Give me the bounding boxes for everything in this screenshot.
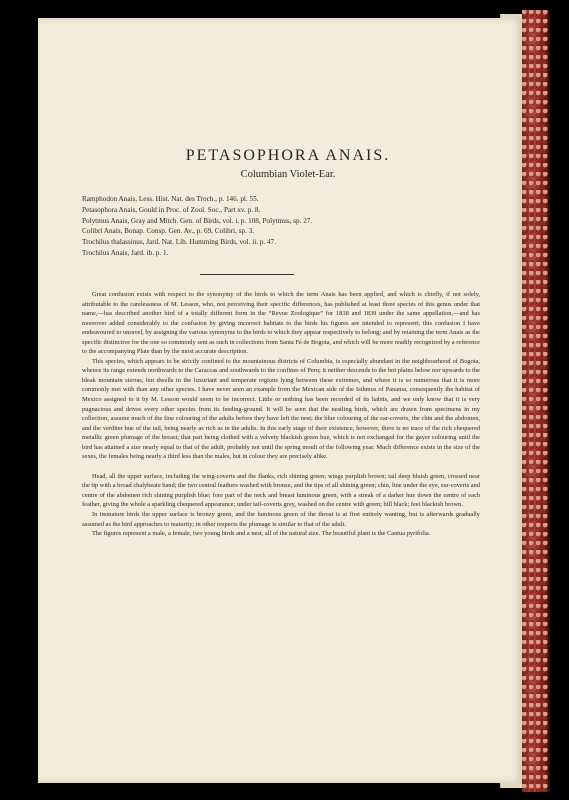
synonym-entry: Trochilus Anais, Jard. ib. p. 1. — [82, 248, 169, 257]
synonym-entry: Petasophora Anais, Gould in Proc. of Zool. Soc., Part xv. p. 8. — [82, 205, 261, 214]
paragraph-description: Head, all the upper surface, including the wing-coverts and the flanks, rich shining green; wings purplish brown; tail deep bluish green, crossed near the tip with a broad chalybeate band; the two central feathers washed with bronze, and the tips of all shining green; chin, line under the eye, ear-coverts and centre of the abdomen rich shining purplish blue; fore part of the neck and breast luminous green, with a streak of a darker hue down the centre of each feather, giving the whole a sparkling chequered appearance; under tail-coverts grey, washed on the centre with green; bill black; feet blackish brown. — [82, 472, 480, 509]
synonym-entry: Trochilus thalassinus, Jard. Nat. Lib. Humming Birds, vol. ii. p. 47. — [82, 238, 276, 247]
synonymy-list — [82, 194, 412, 259]
paragraph-immature: In immature birds the upper surface is bronzy green, and the luminous green of the throat is at first entirely wanting, but is afterwards gradually assumed as the bird approaches to maturity; in other respects the plumage is similar to that of the adult. — [82, 511, 480, 528]
synonym-entry: Colibri Anais, Bonap. Consp. Gen. Av., p. 69, Colibri, sp. 3. — [82, 227, 255, 236]
paragraph-synonymy: Great confusion exists with respect to the synonymy of the birds to which the term Anais has been applied, and which is chiefly, if not solely, attributable to the carelessness of M. Lesson, who, not perceiving their specific differences, has published at least three species of this genus under that name,—has described another bird of a totally different form in the “Revue Zoologique” for 1838 and 1839 under the same appellation,—and has moreover added considerably to the confusion by giving incorrect habitats to the birds his figures are intended to represent; this confusion I have endeavoured to unravel, by assigning the various synonyms to the birds to which they appear respectively to belong; and by retaining the term Anais as the specific distinctive for the one so commonly sent as such in collections from Santa Fé de Bogota, and which will be more readily recognized by a reference to the accompanying Plate than by the most accurate description. — [82, 291, 480, 356]
description-text — [82, 290, 480, 539]
paragraph-figures: The figures represent a male, a female, two young birds and a nest, all of the natural size. The beautiful plant is the Cantua pyrifolia. — [92, 530, 431, 538]
plate-subtitle: Columbian Violet-Ear. — [240, 169, 336, 180]
plate-title: PETASOPHORA ANAIS. — [185, 147, 391, 164]
marbled-book-edge — [522, 10, 550, 792]
section-divider — [200, 274, 294, 275]
paragraph-range-habits: This species, which appears to be strictly confined to the mountainous districts of Columbia, is especially abundant in the neighbourhood of Bogota, whence its range extends northwards to the Caraccas and southwards to the confines of Peru; it neither descends to the hot plains below nor upwards to the bleak mountain sierras, but dwells in the luxuriant and temperate regions lying between these extremes, and where it is so numerous that it is more commonly met with than any other species. I have never seen an example from the Mexican side of the Isthmus of Panama, consequently the habitat of Mexico assigned to it by M. Lesson would seem to be incorrect. Little or nothing has been recorded of its habits, and we only know that it is very pugnacious and drives every other species from its feeding-ground. It will be seen that the nestling birds, which are drawn from specimens in my collection, assume much of the fine colouring of the adults before they have left the nest; the blue colouring of the ear-coverts, the chin and the abdomen, and the verditer hue of the tail, being nearly as rich as in the adults. In this early stage of their existence, however, there is no trace of the rich chequered metallic green plumage of the breast; that part being clothed with a velvety blackish green hue, which is not exchanged for the gayer colouring until the bird has attained a size nearly equal to that of the adult, probably not until the spring moult of the following year. Much difference exists in the size of the sexes, the females being nearly a third less than the males, but in colour they are precisely alike. — [82, 357, 480, 461]
synonym-entry: Polytmus Anais, Gray and Mitch. Gen. of Birds, vol. i. p. 108, Polytmus, sp. 27. — [82, 216, 313, 225]
synonym-entry: Ramphodon Anais, Less. Hist. Nat. des Troch., p. 146. pl. 55. — [82, 195, 259, 203]
